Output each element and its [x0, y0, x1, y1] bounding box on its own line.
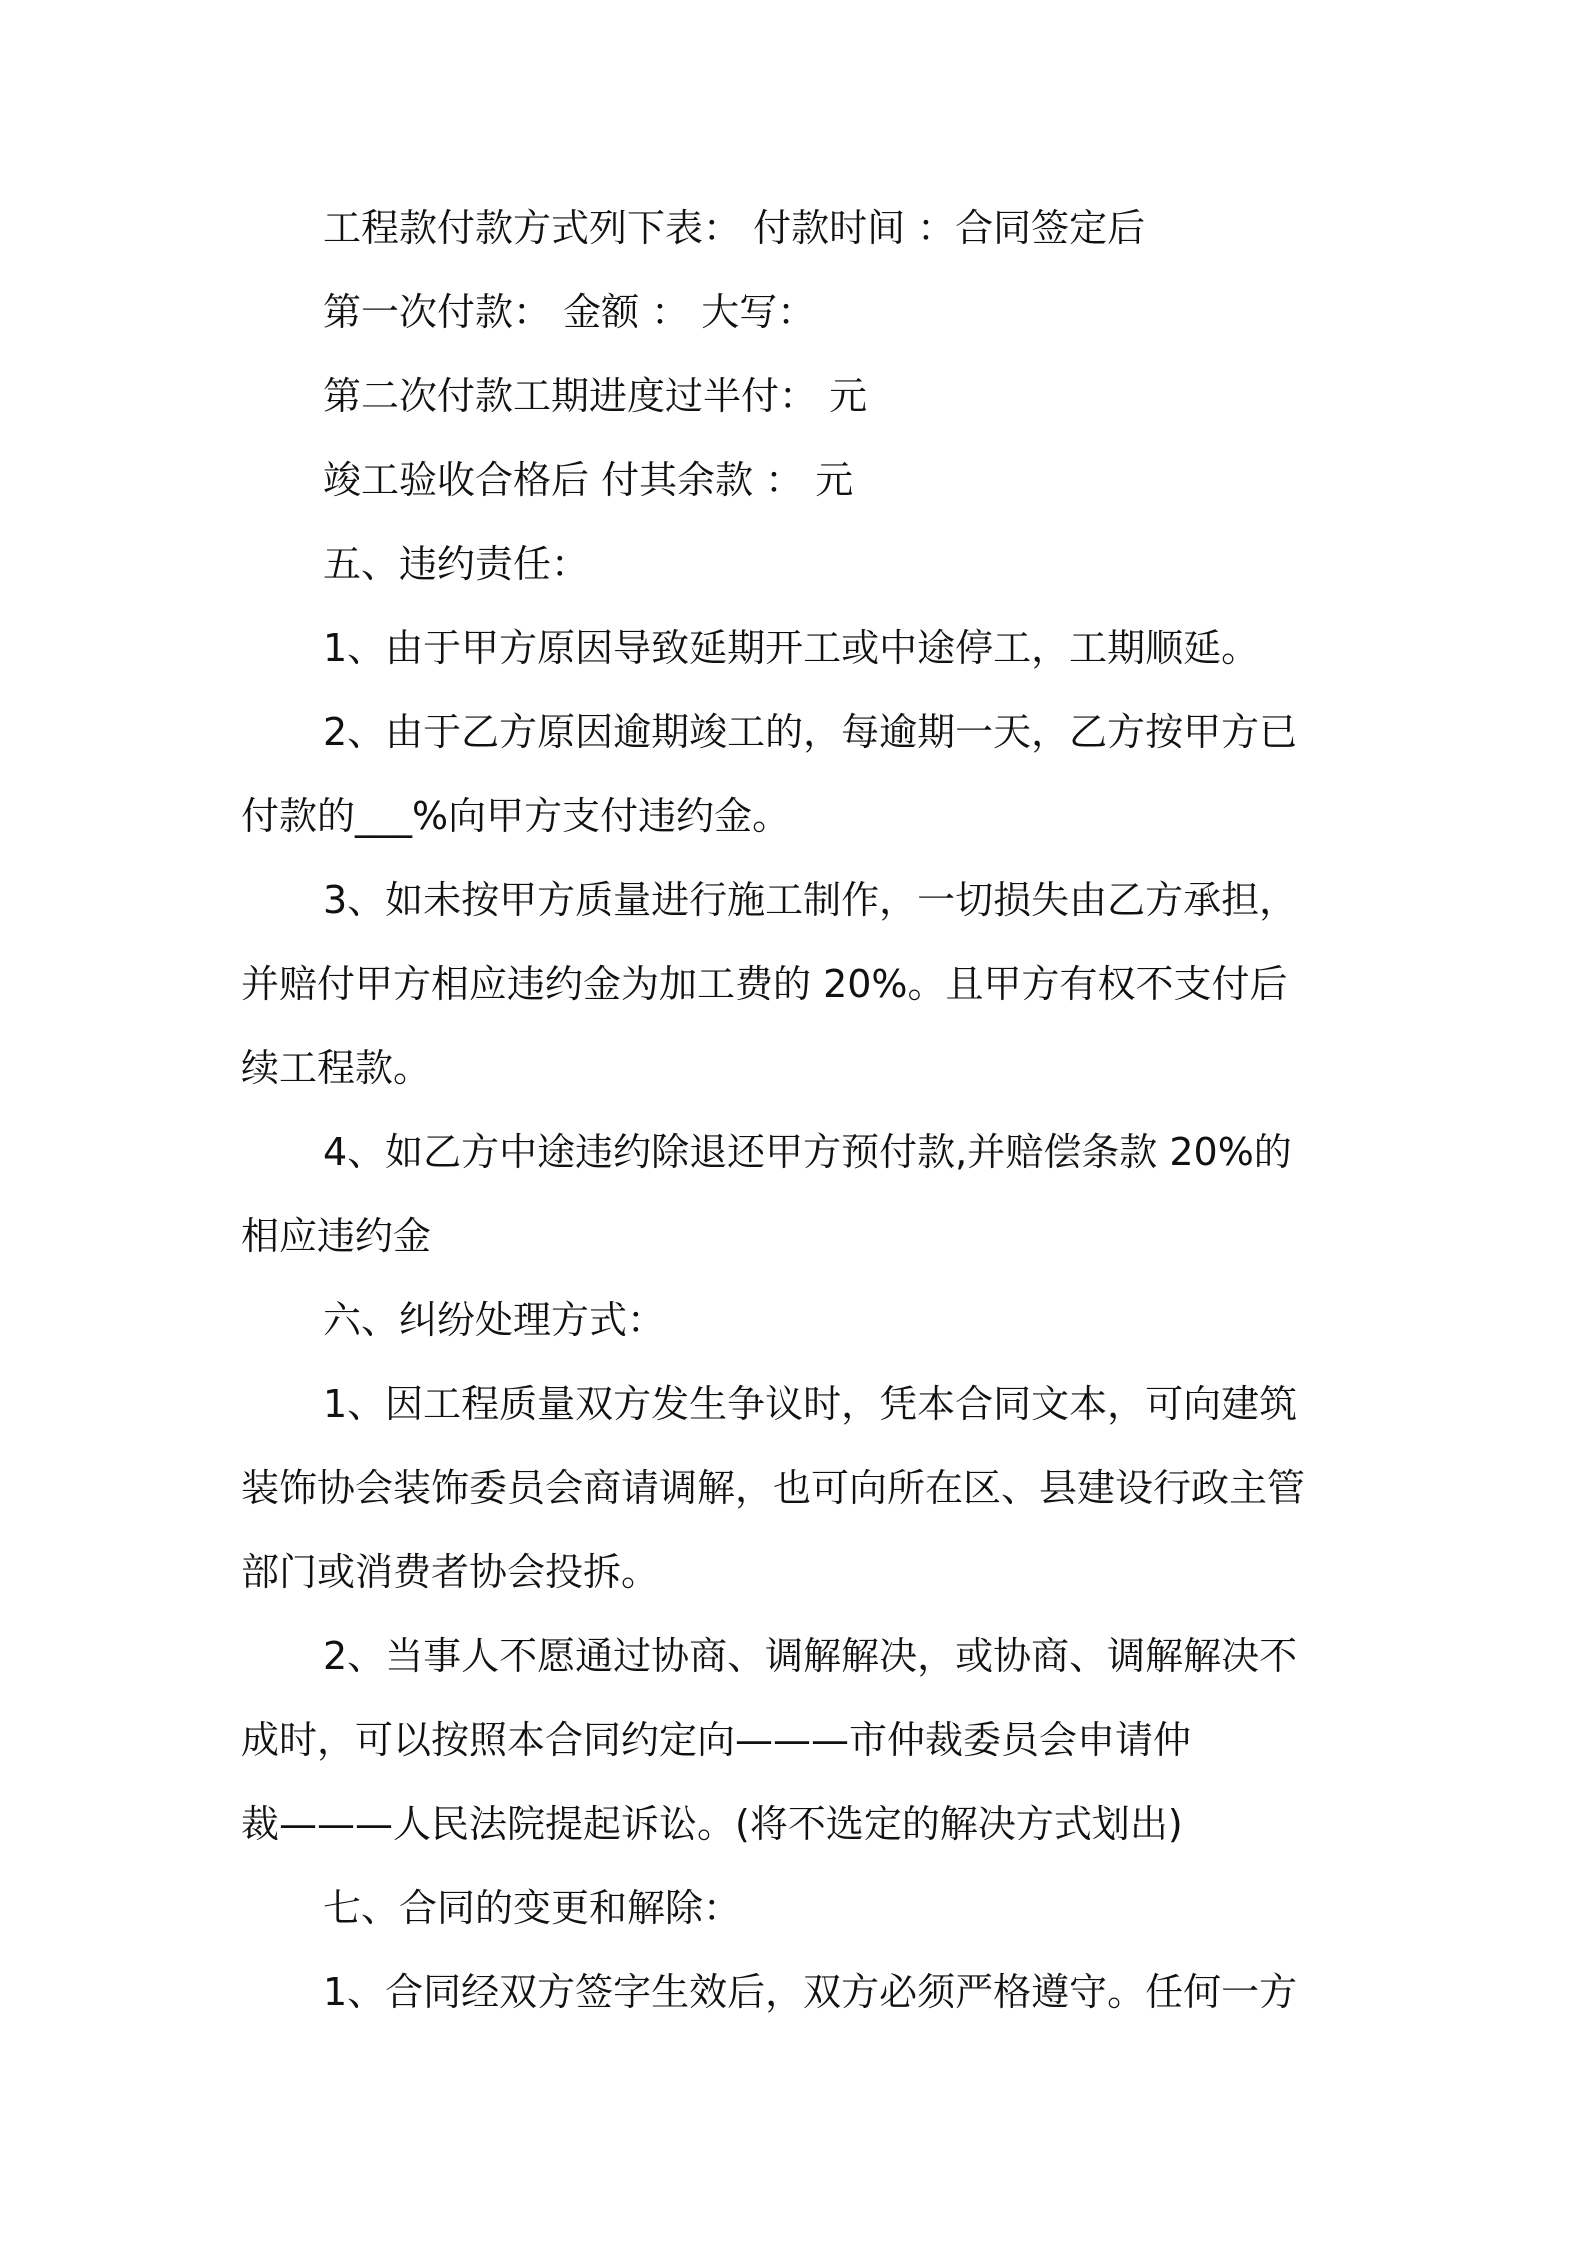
breach-clause-3-cont: 并赔付甲方相应违约金为加工费的 20%。且甲方有权不支付后 [241, 962, 1288, 1006]
breach-clause-3: 3、如未按甲方质量进行施工制作，一切损失由乙方承担， [323, 878, 1298, 922]
section-heading-breach: 五、违约责任： [323, 542, 590, 586]
breach-clause-4: 4、如乙方中途违约除退还甲方预付款,并赔偿条款 20%的 [323, 1130, 1292, 1174]
amendment-clause-1: 1、合同经双方签字生效后，双方必须严格遵守。任何一方 [323, 1970, 1298, 2014]
dispute-clause-2-end: 裁———人民法院提起诉讼。(将不选定的解决方式划出) [241, 1802, 1183, 1846]
section-heading-amendment: 七、合同的变更和解除： [323, 1886, 742, 1930]
breach-clause-4-cont: 相应违约金 [241, 1214, 432, 1258]
dispute-clause-2: 2、当事人不愿通过协商、调解解决，或协商、调解解决不 [323, 1634, 1298, 1678]
breach-clause-1: 1、由于甲方原因导致延期开工或中途停工，工期顺延。 [323, 626, 1260, 670]
dispute-clause-1: 1、因工程质量双方发生争议时，凭本合同文本，可向建筑 [323, 1382, 1298, 1426]
second-payment-line: 第二次付款工期进度过半付： 元 [323, 374, 868, 418]
breach-clause-2-cont: 付款的___%向甲方支付违约金。 [241, 794, 791, 838]
breach-clause-3-end: 续工程款。 [241, 1046, 432, 1090]
breach-clause-2: 2、由于乙方原因逾期竣工的，每逾期一天，乙方按甲方已 [323, 710, 1298, 754]
dispute-clause-1-cont: 装饰协会装饰委员会商请调解，也可向所在区、县建设行政主管 [241, 1466, 1306, 1510]
payment-method-line: 工程款付款方式列下表： 付款时间 ：合同签定后 [323, 206, 1146, 250]
first-payment-line: 第一次付款： 金额 ： 大写： [323, 290, 816, 334]
dispute-clause-1-end: 部门或消费者协会投拆。 [241, 1550, 660, 1594]
section-heading-dispute: 六、纠纷处理方式： [323, 1298, 666, 1342]
final-payment-line: 竣工验收合格后 付其余款 ： 元 [323, 458, 854, 502]
dispute-clause-2-cont: 成时，可以按照本合同约定向———市仲裁委员会申请仲 [241, 1718, 1192, 1762]
